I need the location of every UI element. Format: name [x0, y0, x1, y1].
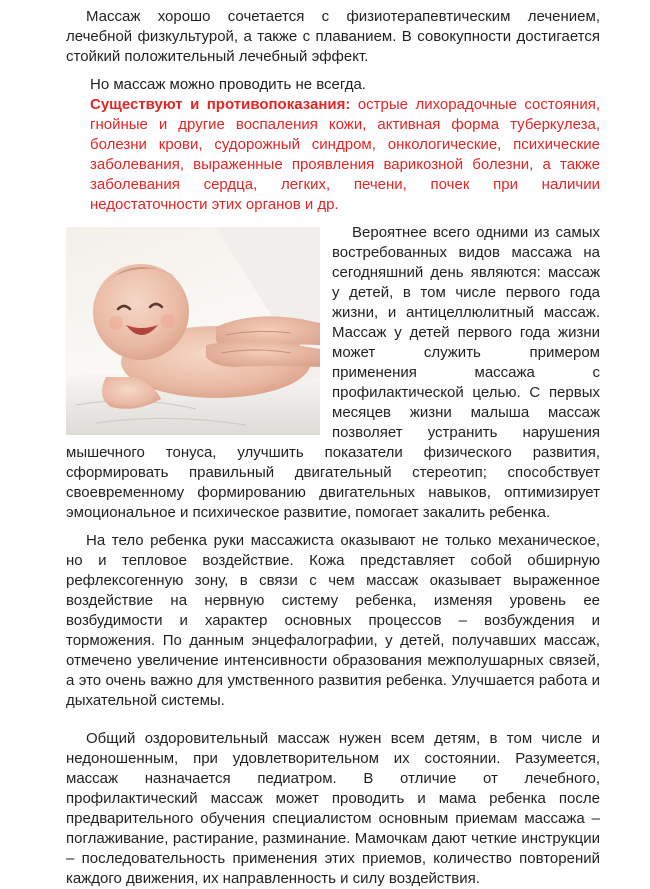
paragraph-not-always: Но массаж можно проводить не всегда.	[90, 76, 366, 93]
contraindications-paragraph	[66, 95, 600, 215]
article	[66, 7, 600, 889]
contraindications-label: Существуют и противопоказания:	[90, 96, 351, 113]
paragraph-general-massage: Общий оздоровительный массаж нужен всем детям, в том числе и недоношенным, при удовлетворительном их состоянии. Разумеется, массаж назначается педиатром. В отличие от лечебного, профилактический массаж может проводить и мама ребенка после предварительного обучения специалистом основным приемам массажа – поглаживание, растирание, разминание. Мамочкам дают четкие инструкции – последовательность применения этих приемов, количество повторений каждого движения, их направленность и силу воздействия.	[66, 730, 600, 887]
contraindications-text: острые лихорадочные состояния, гнойные и другие воспаления кожи, активная форма туберкулеза, болезни крови, судорожный синдром, онкологические, психические заболевания, выраженные проявления варикозной болезни, а также заболевания сердца, легких, печени, почек при наличии недостаточности этих органов и др.	[90, 96, 600, 213]
baby-massage-photo	[66, 227, 320, 435]
paragraph-combination: Массаж хорошо сочетается с физиотерапевтическим лечением, лечебной физкультурой, а также с плаванием. В совокупности достигается стойкий положительный лечебный эффект.	[66, 8, 600, 65]
paragraph-thermal-effect: На тело ребенка руки массажиста оказывают не только механическое, но и тепловое воздействие. Кожа представляет собой обширную рефлексогенную зону, в связи с чем массаж оказывает выраженное воздействие на нервную систему ребенка, изменяя уровень ее возбудимости и характер основных процессов – возбуждения и торможения. По данным энцефалографии, у детей, получавших массаж, отмечено увеличение интенсивности образования межполушарных связей, а это очень важно для умственного развития ребенка. Улучшается работа и дыхательной системы.	[66, 532, 600, 709]
paragraph-child-massage: Вероятнее всего одними из самых востребованных видов массажа на сегодняшний день являются: массаж у детей, в том числе первого года жизни, и антицеллюлитный массаж. Массаж у детей первого года жизни может служить примером применения массажа с профилактической целью. С первых месяцев жизни малыша массаж позволяет устранить нарушения мышечного тонуса, улучшить показатели физического развития, сформировать правильный двигательный стереотип; способствует своевременному формированию двигательных навыков, оптимизирует эмоциональное и психическое развитие, помогает закалить ребенка.	[66, 224, 600, 521]
